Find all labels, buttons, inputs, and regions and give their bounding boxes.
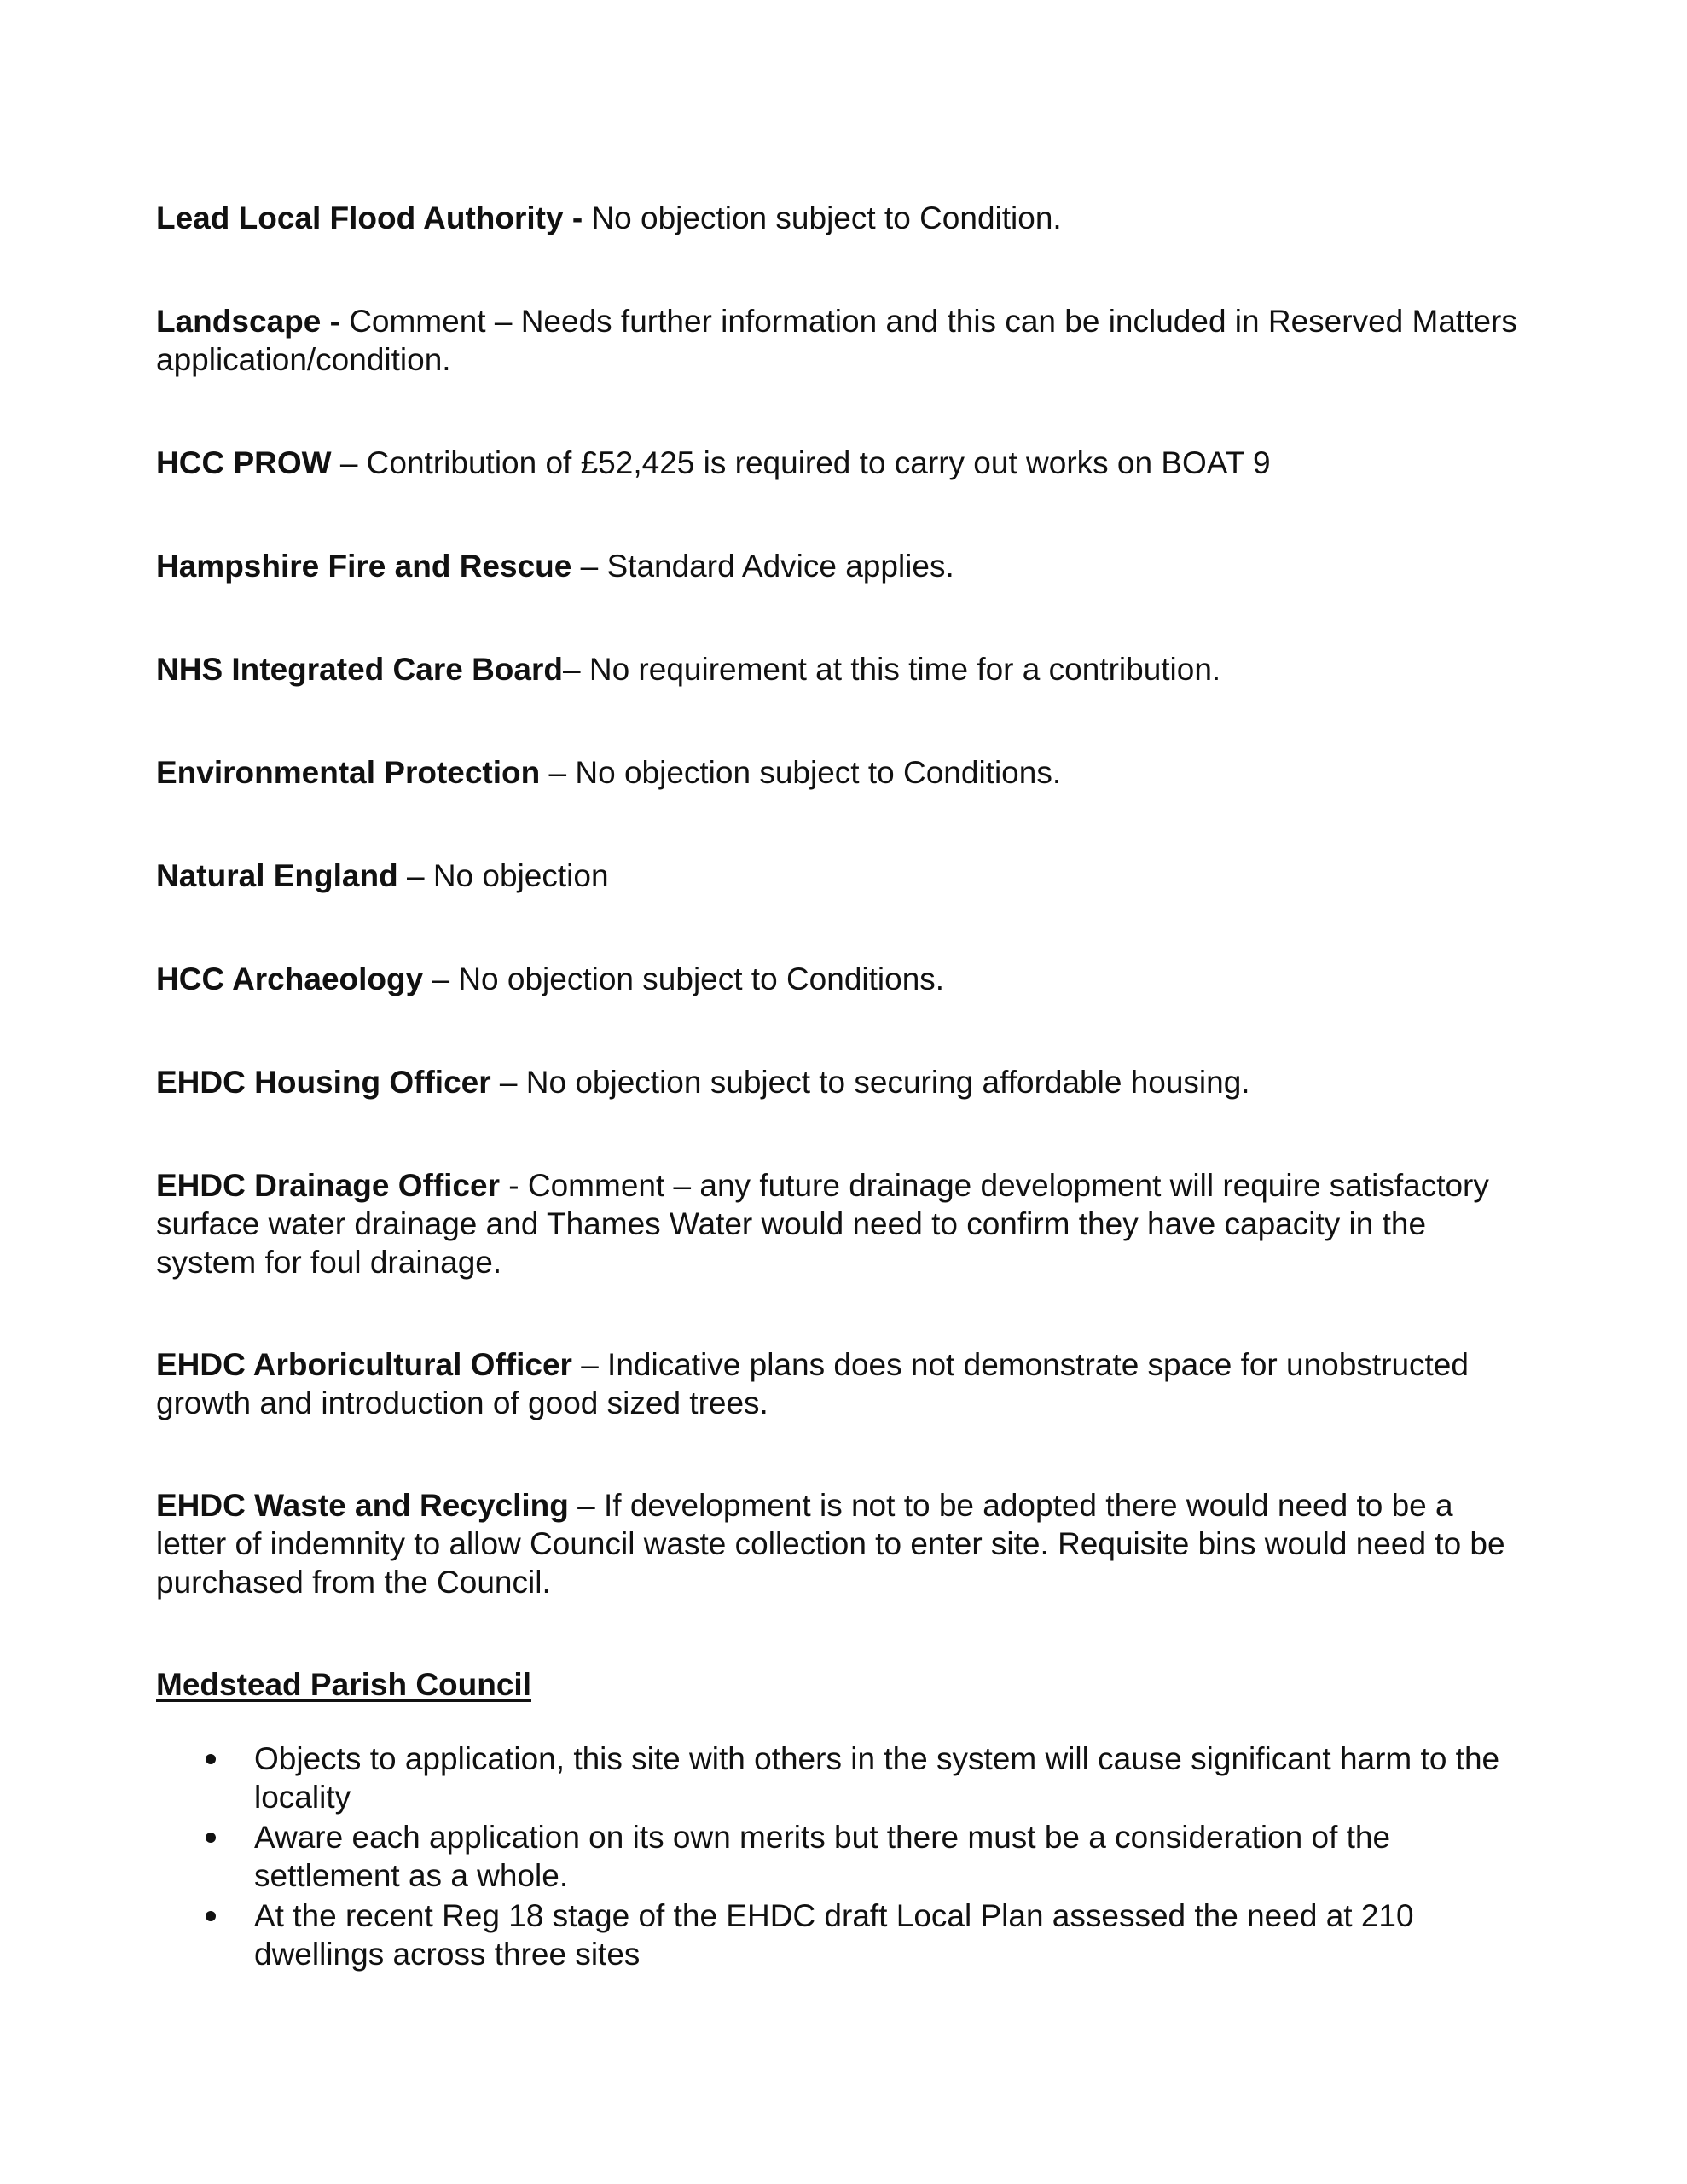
list-item-text: At the recent Reg 18 stage of the EHDC draft Local Plan assessed the need at 210 dwellings across three sites: [254, 1898, 1414, 1972]
consultee-landscape: [156, 302, 1529, 379]
consultee-comment: – No objection: [397, 858, 609, 893]
consultee-comment: – Indicative plans does not demonstrate space for unobstructed growth and introduction of good sized trees.: [156, 1347, 1469, 1420]
consultee-name: Natural England: [156, 858, 398, 893]
consultee-ehdc-drainage-officer: [156, 1166, 1529, 1281]
consultee-name: NHS Integrated Care Board: [156, 652, 563, 687]
consultee-comment: – Contribution of £52,425 is required to carry out works on BOAT 9: [331, 445, 1271, 480]
consultee-natural-england: [156, 857, 1529, 895]
consultee-hampshire-fire-and-rescue: [156, 547, 1529, 585]
consultee-hcc-archaeology: [156, 960, 1529, 998]
consultee-nhs-integrated-care-board: [156, 650, 1529, 688]
consultee-name: EHDC Drainage Officer: [156, 1168, 500, 1203]
consultee-ehdc-arboricultural-officer: [156, 1345, 1529, 1422]
consultee-name: EHDC Housing Officer: [156, 1065, 491, 1100]
parish-council-points: [156, 1740, 1529, 1975]
consultee-comment: – No objection subject to Conditions.: [423, 961, 945, 996]
consultee-name: Landscape -: [156, 304, 350, 339]
consultee-comment: – If development is not to be adopted there would need to be a letter of indemnity to allow Council waste collection to enter site. Requisite bins would need to be purchased from the Council.: [156, 1488, 1505, 1600]
consultee-name: EHDC Waste and Recycling: [156, 1488, 569, 1523]
consultee-ehdc-housing-officer: [156, 1063, 1529, 1101]
list-item-text: Objects to application, this site with others in the system will cause significant harm to the locality: [254, 1741, 1500, 1815]
list-item: [156, 1740, 1529, 1816]
bullet-icon: [206, 1833, 216, 1843]
consultee-comment: No objection subject to Condition.: [591, 200, 1062, 235]
consultee-comment: – Standard Advice applies.: [571, 549, 954, 584]
list-item: [156, 1818, 1529, 1895]
consultee-name: Lead Local Flood Authority -: [156, 200, 592, 235]
consultee-name: Hampshire Fire and Rescue: [156, 549, 572, 584]
bullet-icon: [206, 1911, 216, 1921]
consultee-comment: Comment – Needs further information and this can be included in Reserved Matters application/condition.: [156, 304, 1517, 377]
consultee-name: HCC PROW: [156, 445, 332, 480]
bullet-icon: [206, 1754, 216, 1764]
consultee-comment: - Comment – any future drainage development will require satisfactory surface water drainage and Thames Water would need to confirm they have capacity in the system for foul drainage.: [156, 1168, 1489, 1280]
consultee-name: EHDC Arboricultural Officer: [156, 1347, 572, 1382]
consultee-lead-local-flood-authority: [156, 199, 1529, 237]
consultee-comment: – No objection subject to securing affordable housing.: [490, 1065, 1250, 1100]
consultee-comment: – No objection subject to Conditions.: [540, 755, 1062, 790]
list-item: [156, 1896, 1529, 1973]
consultee-hcc-prow: [156, 444, 1529, 482]
consultee-name: HCC Archaeology: [156, 961, 424, 996]
consultee-ehdc-waste-and-recycling: [156, 1486, 1529, 1601]
consultee-name: Environmental Protection: [156, 755, 541, 790]
list-item-text: Aware each application on its own merits but there must be a consideration of the settlement as a whole.: [254, 1820, 1391, 1893]
consultee-comment: – No requirement at this time for a contribution.: [563, 652, 1221, 687]
parish-council-heading: Medstead Parish Council: [156, 1667, 531, 1702]
consultee-environmental-protection: [156, 753, 1529, 792]
